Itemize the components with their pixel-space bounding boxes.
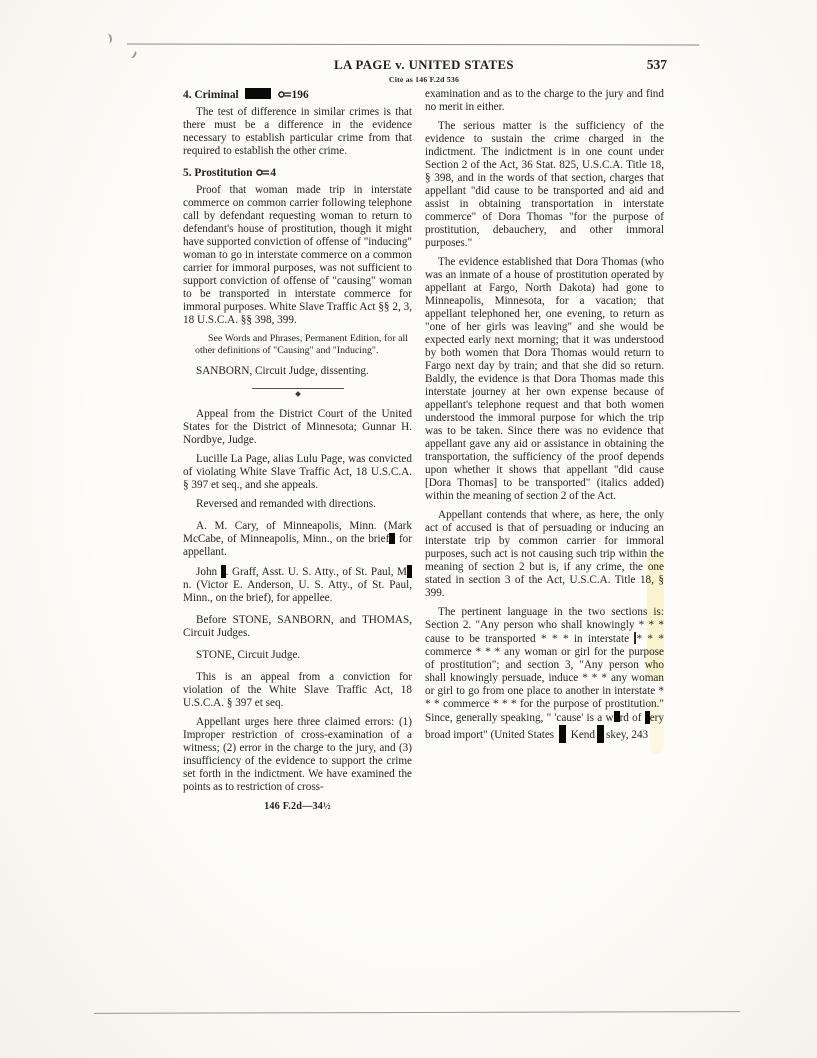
key-number-icon: [278, 90, 291, 99]
section-separator: [252, 388, 344, 396]
appeal-paragraph: Appeal from the District Court of the United States for the District of Minnesota; Gunnar H. Nordbye, Judge.: [183, 408, 412, 447]
scan-line-top: [127, 44, 699, 46]
pen-squiggle-mark: [128, 49, 138, 59]
opinion-paragraph: The evidence established that Dora Thomas (who was an inmate of a house of prostitution operated by appellant at Fargo, North Dakota) had gone to Minneapolis, Minnesota, for a vacation; that appellant telephoned her, one evening, to return as "one of her girls was leaving" and she would be expected early next morning; that it was understood by both women that Dora Thomas would return to Fargo next day by train; and that she did so return. Baldly, the evidence is that Dora Thomas made this interstate journey at her own expense because of appellant's telephone request and that both women understood the immoral purpose for which the trip was to be taken. Since there was no evidence that appellant gave any aid or assistance in obtaining the transportation, the sufficiency of the proof depends upon whether it shows that appellant "did cause [Dora Thomas] to be transported" (italics added) within the meaning of section 2 of the Act.: [425, 256, 664, 502]
pen-squiggle-mark: [102, 33, 113, 45]
opinion-text: The pertinent language in the two sections is: Section 2. "Any person who shall knowingly * * * cause to be transported * * * in interstate: [425, 606, 664, 645]
counsel-text: for appellant.: [183, 533, 413, 559]
page-number: 537: [646, 57, 667, 72]
separator-rule: [252, 388, 344, 389]
counsel-appellee-paragraph: [183, 565, 412, 605]
right-column: [425, 88, 664, 749]
redaction-mark: [559, 725, 566, 743]
case-title: LA PAGE v. UNITED STATES: [334, 58, 514, 72]
conviction-paragraph: Lucille La Page, alias Lulu Page, was convicted of violating White Slave Traffic Act, 18 U.S.C.A. § 397 et seq., and she appeals.: [183, 453, 412, 492]
folio-note: 146 F.2d—34½: [264, 801, 331, 813]
counsel-appellant-paragraph: [183, 520, 412, 559]
scan-line-bottom: [94, 1011, 740, 1014]
key-number: 4: [270, 167, 277, 179]
see-note: See Words and Phrases, Permanent Edition, for all other definitions of "Causing" and "Inducing".: [195, 333, 408, 356]
counsel-text: n. (Victor E. Anderson, U. S. Atty., of St. Paul, Minn., on the brief), for appellee.: [183, 579, 412, 605]
opinion-text: rd of: [619, 712, 645, 724]
headnote-5-title: [183, 167, 412, 180]
opinion-text: Kend: [567, 729, 595, 741]
disposition-paragraph: Reversed and remanded with directions.: [196, 498, 376, 511]
opinion-text: skey, 243: [606, 729, 649, 741]
opinion-paragraph: [425, 606, 664, 743]
redaction-mark: [245, 88, 271, 99]
counsel-text: A. M. Cary, of Minneapolis, Minn. (Mark McCabe, of Minneapolis, Minn., on the brief: [183, 520, 412, 546]
left-column: [183, 88, 412, 819]
counsel-text: John: [196, 566, 221, 579]
running-head: [183, 58, 665, 84]
dissent-note: SANBORN, Circuit Judge, dissenting.: [196, 365, 369, 378]
headnote-5-text: Proof that woman made trip in interstate commerce on common carrier following telephone call by defendant requesting woman to return to defendant's house of prostitution, though it might have supported conviction of offense of "inducing" woman to go in interstate commerce on a common carrier for immoral purposes, was not sufficient to support conviction of offense of "causing" woman to be transported in interstate commerce for immoral purposes. White Slave Traffic Act §§ 2, 3, 18 U.S.C.A. §§ 398, 399.: [183, 184, 412, 326]
redaction-mark: [597, 725, 604, 743]
opinion-paragraph: This is an appeal from a conviction for violation of the White Slave Traffic Act, 18 U.S.C.A. § 397 et seq.: [183, 671, 412, 710]
headnote-label: 5. Prostitution: [183, 167, 253, 179]
opinion-text: ery broad import" (United States: [425, 712, 665, 741]
opinion-paragraph: Appellant urges here three claimed errors: (1) Improper restriction of cross-examination of a witness; (2) error in the charge to the jury, and (3) insufficiency of the evidence to support the crime set forth in the indictment. We have examined the points as to restriction of cross-: [183, 716, 412, 794]
counsel-text: . Graff, Asst. U. S. Atty., of St. Paul, M: [225, 566, 407, 579]
opinion-text: * * * commerce * * * any woman or girl for the purpose of prostitution"; and section 3, "Any person who shall knowingly persuade, induce * * * any woman or girl to go from one place to another in interstate * * * commerce * * * for the purpose of prostitution." Since, generally speaking, " 'cause' is a w: [425, 633, 664, 724]
key-number: 196: [291, 89, 309, 101]
panel-paragraph: Before STONE, SANBORN, and THOMAS, Circuit Judges.: [183, 614, 412, 640]
headnote-label: 4. Criminal: [183, 89, 239, 101]
headnote-4-title: [183, 88, 412, 102]
opinion-paragraph: The serious matter is the sufficiency of the evidence to sustain the crime charged in the indictment. The indictment is in one count under Section 2 of the Act, 36 Stat. 825, U.S.C.A. Title 18, § 398, and in the words of that section, charges that appellant "did cause to be transported and aid and assist in obtaining transportation in interstate commerce" of Dora Thomas "for the purpose of prostitution, debauchery, and other immoral purposes.": [425, 120, 664, 249]
headnote-4-text: The test of difference in similar crimes is that there must be a difference in the evidence necessary to establish particular crime from that required to establish the other crime.: [183, 106, 412, 157]
opinion-author: STONE, Circuit Judge.: [196, 649, 301, 662]
key-number-icon: [256, 168, 269, 177]
opinion-paragraph: Appellant contends that where, as here, the only act of accused is that of persuading or inducing an interstate trip by common carrier for immoral purposes, such act is not causing such trip within the meaning of section 2 but is, if any crime, the one stated in section 3 of the Act, U.S.C.A. Title 18, § 399.: [425, 509, 664, 599]
diamond-ornament: [295, 391, 301, 397]
redaction-mark: [407, 565, 412, 578]
opinion-paragraph: examination and as to the charge to the jury and find no merit in either.: [425, 88, 664, 113]
citation-line: Cite as 146 F.2d 536: [388, 75, 460, 84]
